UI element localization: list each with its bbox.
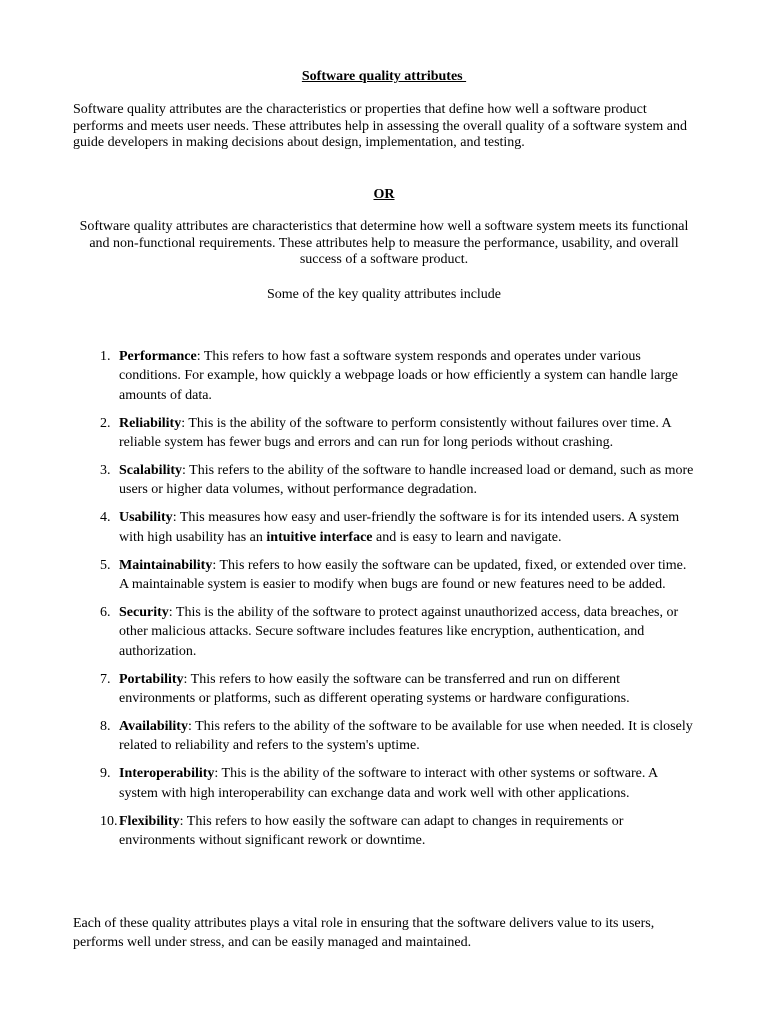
attribute-term: Performance	[119, 349, 197, 364]
attribute-term: Interoperability	[119, 766, 215, 782]
quality-attributes-list	[73, 347, 695, 859]
or-heading: OR	[373, 187, 395, 202]
attribute-description: : This refers to how easily the software can be transferred and run on different environments or platforms, such as different operating systems or hardware configurations.	[119, 671, 630, 707]
attribute-term: Portability	[119, 671, 184, 687]
attribute-term: Maintainability	[119, 557, 213, 573]
intro-paragraph: Software quality attributes are the characteristics or properties that define how well a software product performs and meets user needs. These attributes help in assessing the overall quality of a software system and guide developers in making decisions about design, implementation, and testing.	[73, 102, 688, 151]
list-item	[73, 347, 695, 405]
list-number: 9.	[100, 766, 111, 782]
list-item	[73, 414, 695, 453]
list-number: 2.	[100, 415, 111, 431]
attribute-term: Reliability	[119, 415, 182, 431]
attribute-description: : This is the ability of the software to protect against unauthorized access, data breaches, or other malicious attacks. Secure software includes features like encryption, authentication, and authorization.	[119, 604, 679, 659]
list-number: 10.	[100, 813, 118, 829]
key-attributes-intro: Some of the key quality attributes include	[266, 287, 502, 302]
list-number: 3.	[100, 463, 111, 479]
attribute-description: : This refers to how easily the software can be updated, fixed, or extended over time. A maintainable system is easier to modify when bugs are found or new features need to be added.	[119, 557, 687, 593]
attribute-description: : This refers to the ability of the software to handle increased load or demand, such as more users or higher data volumes, without performance degradation.	[119, 463, 694, 498]
attribute-description-end: and is easy to learn and navigate.	[372, 529, 562, 545]
list-number: 7.	[100, 671, 111, 687]
attribute-description: : This measures how easy and user-friendly the software is for its intended users. A system with high usability has an	[119, 510, 680, 545]
list-item	[73, 508, 695, 547]
list-number: 4.	[100, 510, 111, 526]
attribute-description: : This is the ability of the software to interact with other systems or software. A system with high interoperability can exchange data and work well with other applications.	[119, 766, 658, 801]
list-item	[73, 670, 695, 709]
list-number: 6.	[100, 604, 111, 620]
attribute-term: Availability	[119, 719, 188, 734]
list-number: 1.	[100, 349, 111, 364]
list-item	[73, 603, 695, 661]
attribute-description: : This is the ability of the software to perform consistently without failures over time. A reliable system has fewer bugs and errors and can run for long periods without crashing.	[119, 415, 671, 451]
attribute-description: : This refers to the ability of the software to be available for use when needed. It is closely related to reliability and refers to the system's uptime.	[119, 719, 693, 754]
list-number: 5.	[100, 557, 111, 573]
document-title: Software quality attributes	[301, 69, 467, 84]
closing-paragraph: Each of these quality attributes plays a vital role in ensuring that the software delivers value to its users, performs well under stress, and can be easily managed and maintained.	[73, 916, 655, 951]
attribute-term: Security	[119, 604, 169, 620]
attribute-description: : This refers to how easily the software can adapt to changes in requirements or environments without significant rework or downtime.	[119, 813, 624, 849]
list-item	[73, 717, 695, 756]
attribute-term: Flexibility	[119, 813, 180, 829]
alternate-definition-paragraph: Software quality attributes are characteristics that determine how well a software system meets its functional and non-functional requirements. These attributes help to measure the performance, usability, and overall success of a software product.	[79, 219, 689, 268]
list-item	[73, 812, 695, 851]
attribute-emphasis: intuitive interface	[266, 529, 373, 545]
list-item	[73, 764, 695, 803]
attribute-term: Usability	[119, 510, 173, 526]
list-number: 8.	[100, 719, 111, 734]
list-item	[73, 461, 695, 500]
attribute-term: Scalability	[119, 463, 183, 479]
list-item	[73, 556, 695, 595]
attribute-description: : This refers to how fast a software system responds and operates under various conditions. For example, how quickly a webpage loads or how efficiently a system can handle large amounts of data.	[119, 349, 678, 403]
